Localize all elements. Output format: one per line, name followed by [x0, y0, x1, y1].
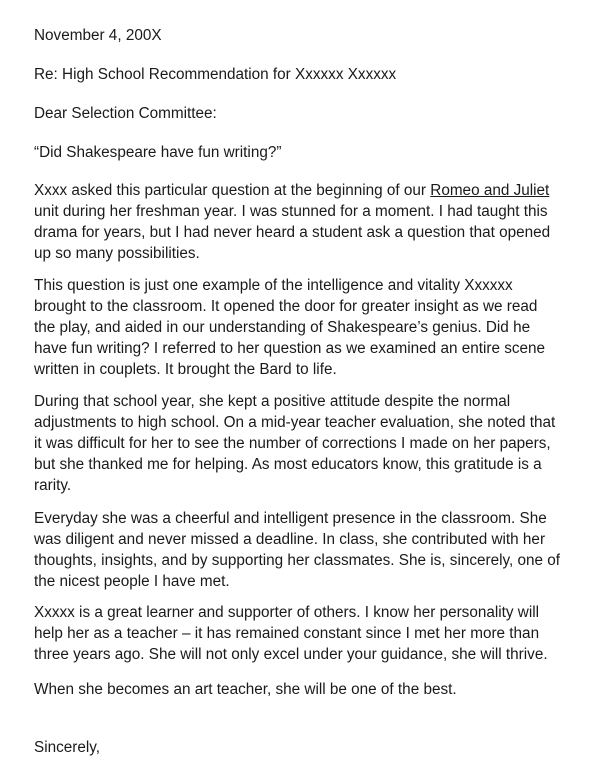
paragraph-6: When she becomes an art teacher, she will be one of the best. [34, 681, 457, 698]
paragraph-3-line: but she thanked me for helping. As most educators know, this gratitude is a [34, 456, 542, 473]
paragraph-4-line: Everyday she was a cheerful and intelligent presence in the classroom. She [34, 510, 547, 527]
paragraph-1-line-3: drama for years, but I had never heard a student ask a question that opened [34, 224, 551, 241]
paragraph-5-line: Xxxxx is a great learner and supporter of others. I know her personality will [34, 604, 540, 621]
paragraph-4-line: was diligent and never missed a deadline. In class, she contributed with her [34, 531, 546, 548]
letter-salutation: Dear Selection Committee: [34, 105, 217, 122]
letter-closing: Sincerely, [34, 739, 101, 756]
paragraph-2-line: This question is just one example of the intelligence and vitality Xxxxxx [34, 277, 513, 294]
paragraph-1-line-2: unit during her freshman year. I was stunned for a moment. I had taught this [34, 203, 548, 220]
paragraph-2-line: written in couplets. It brought the Bard to life. [34, 361, 337, 378]
paragraph-3-line: adjustments to high school. On a mid-year teacher evaluation, she noted that [34, 414, 556, 431]
paragraph-4-line: the nicest people I have met. [34, 573, 230, 590]
paragraph-1-line-1 [34, 180, 582, 201]
paragraph-3 [34, 391, 582, 496]
paragraph-2-line: have fun writing? I referred to her question as we examined an entire scene [34, 340, 546, 357]
paragraph-2-line: brought to the classroom. It opened the door for greater insight as we read [34, 298, 538, 315]
paragraph-1-line-4: up so many possibilities. [34, 245, 200, 262]
paragraph-2-line: the play, and aided in our understanding of Shakespeare’s genius. Did he [34, 319, 531, 336]
letter-opening-quote: “Did Shakespeare have fun writing?” [34, 144, 282, 161]
paragraph-5-line: three years ago. She will not only excel under your guidance, she will thrive. [34, 646, 548, 663]
paragraph-2 [34, 275, 582, 380]
paragraph-5-line: help her as a teacher – it has remained constant since I met her more than [34, 625, 540, 642]
paragraph-5 [34, 602, 582, 665]
paragraph-3-line: rarity. [34, 477, 72, 494]
paragraph-4-line: thoughts, insights, and by supporting her classmates. She is, sincerely, one of [34, 552, 561, 569]
paragraph-3-line: it was difficult for her to see the number of corrections I made on her papers, [34, 435, 551, 452]
paragraph-4 [34, 508, 582, 592]
paragraph-3-line: During that school year, she kept a positive attitude despite the normal [34, 393, 511, 410]
paragraph-1-line-1-text: Xxxx asked this particular question at the beginning of our [34, 182, 431, 199]
play-title: Romeo and Juliet [430, 182, 550, 199]
letter-subject: Re: High School Recommendation for Xxxxxx Xxxxxx [34, 66, 397, 83]
paragraph-1 [34, 180, 582, 264]
letter-date: November 4, 200X [34, 27, 162, 44]
